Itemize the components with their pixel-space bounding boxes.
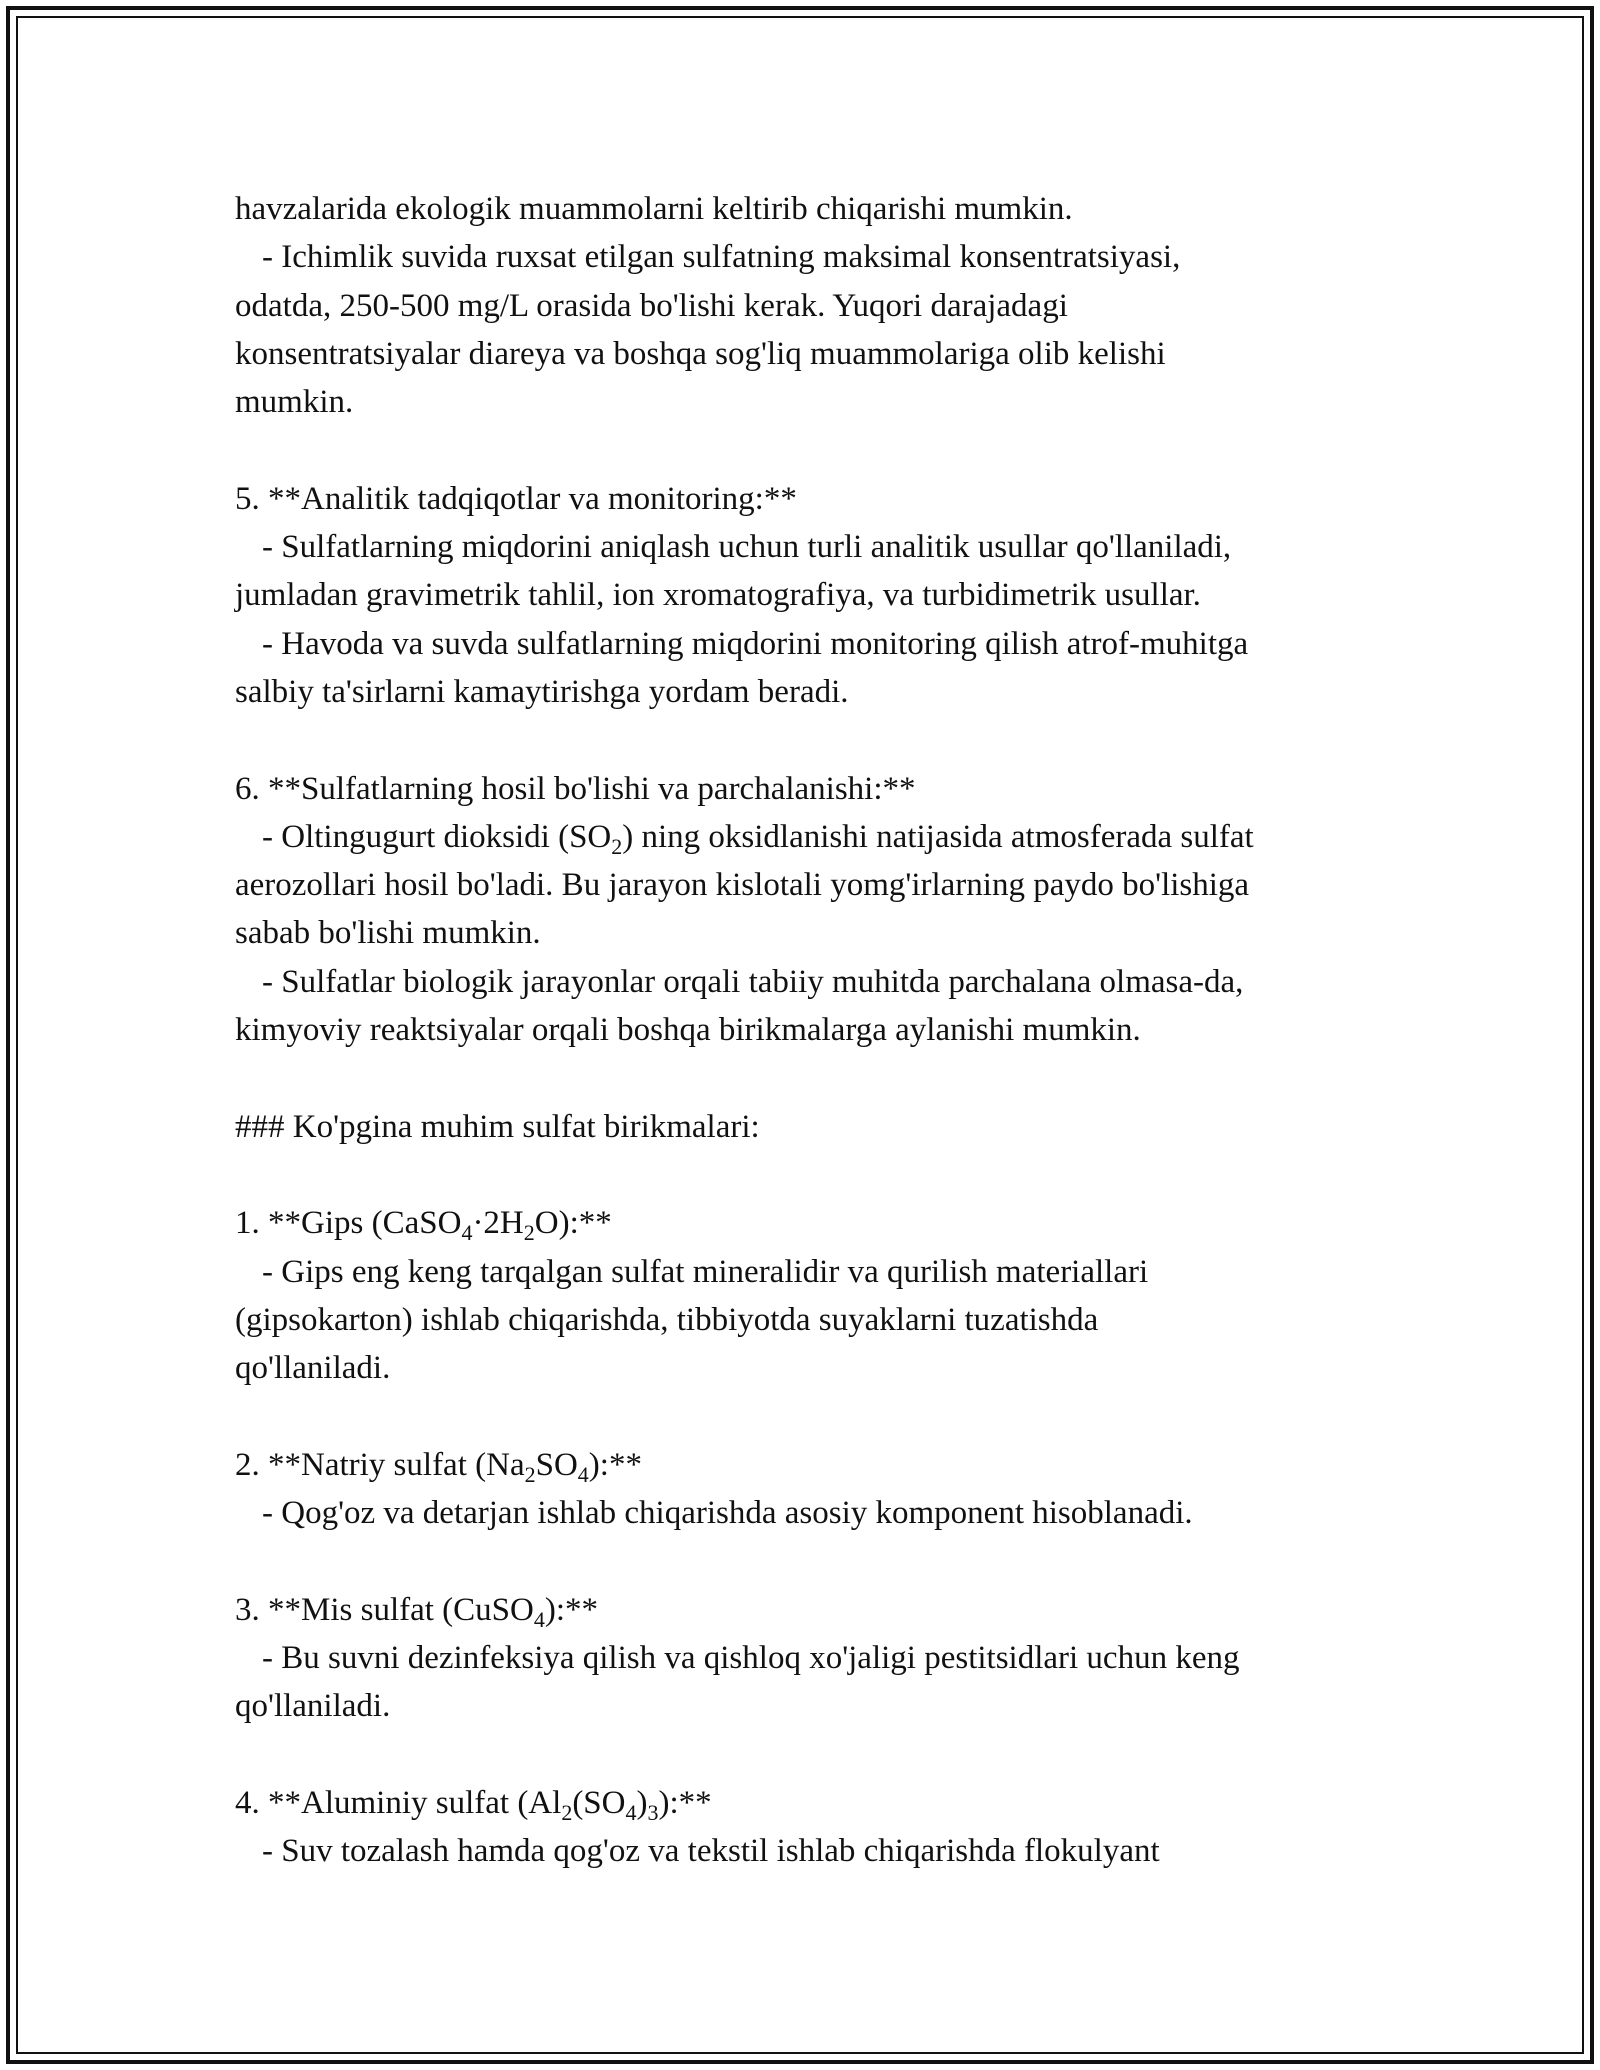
text-line: havzalarida ekologik muammolarni keltirib chiqarishi mumkin. [235, 191, 1073, 227]
text-segment: (SO [572, 1784, 626, 1821]
text-line: sabab bo'lishi mumkin. [235, 915, 541, 952]
bullet-line: - Gips eng keng tarqalgan sulfat mineralidir va qurilish materiallari [262, 1253, 1149, 1290]
subscript: 2 [611, 833, 623, 859]
compound-heading-natriy-sulfat [235, 1441, 1415, 1489]
paragraph-gap [235, 1731, 1415, 1779]
text-line: aerozollari hosil bo'ladi. Bu jarayon kislotali yomg'irlarning paydo bo'lishiga [235, 867, 1250, 904]
text-segment: 2. **Natriy sulfat (Na [235, 1446, 525, 1483]
subscript: 3 [647, 1799, 659, 1825]
bullet-line: - Sulfatlar biologik jarayonlar orqali tabiiy muhitda parchalana olmasa-da, [262, 963, 1244, 1000]
paragraph-gap [235, 716, 1415, 764]
text-segment: - Oltingugurt dioksidi (SO [262, 818, 612, 855]
bullet-line: - Ichimlik suvida ruxsat etilgan sulfatning maksimal konsentratsiyasi, [262, 239, 1181, 276]
subscript: 4 [625, 1799, 637, 1825]
paragraph-gap [235, 1537, 1415, 1585]
text-segment: ) ning oksidlanishi natijasida atmosferada sulfat [622, 818, 1254, 855]
text-line: mumkin. [235, 384, 354, 421]
paragraph-gap [235, 426, 1415, 474]
section-heading: 6. **Sulfatlarning hosil bo'lishi va parchalanishi:** [235, 770, 916, 807]
bullet-line [235, 813, 1415, 861]
text-line: jumladan gravimetrik tahlil, ion xromatografiya, va turbidimetrik usullar. [235, 577, 1201, 614]
compound-heading-mis-sulfat [235, 1586, 1415, 1634]
text-line: konsentratsiyalar diareya va boshqa sog'liq muammolariga olib kelishi [235, 335, 1166, 372]
text-line: qo'llaniladi. [235, 1350, 391, 1387]
subscript: 4 [533, 1606, 545, 1632]
subscript: 2 [561, 1799, 573, 1825]
text-line: salbiy ta'sirlarni kamaytirishga yordam beradi. [235, 673, 849, 710]
text-line: qo'llaniladi. [235, 1688, 391, 1725]
bullet-line: - Qog'oz va detarjan ishlab chiqarishda asosiy komponent hisoblanadi. [262, 1495, 1193, 1532]
text-line: kimyoviy reaktsiyalar orqali boshqa birikmalarga aylanishi mumkin. [235, 1012, 1141, 1049]
compound-heading-gips [235, 1199, 1415, 1247]
paragraph-gap [235, 1151, 1415, 1199]
paragraph-gap [235, 1054, 1415, 1102]
text-line: (gipsokarton) ishlab chiqarishda, tibbiyotda suyaklarni tuzatishda [235, 1301, 1099, 1338]
text-segment: ):** [588, 1446, 642, 1483]
bullet-line: - Suv tozalash hamda qog'oz va tekstil ishlab chiqarishda flokulyant [262, 1833, 1160, 1870]
document-body [235, 185, 1415, 1875]
text-segment: ) [636, 1784, 648, 1821]
text-segment: ·2H [472, 1205, 524, 1242]
subscript: 4 [461, 1220, 473, 1246]
paragraph-gap [235, 1392, 1415, 1440]
text-segment: 4. **Aluminiy sulfat (Al [235, 1784, 562, 1821]
subscript: 2 [524, 1461, 536, 1487]
text-segment: 3. **Mis sulfat (CuSO [235, 1591, 534, 1628]
subscript: 4 [577, 1461, 589, 1487]
text-line: odatda, 250-500 mg/L orasida bo'lishi kerak. Yuqori darajadagi [235, 287, 1068, 324]
text-segment: SO [535, 1446, 578, 1483]
bullet-line: - Havoda va suvda sulfatlarning miqdorini monitoring qilish atrof-muhitga [262, 625, 1249, 662]
section-heading: 5. **Analitik tadqiqotlar va monitoring:** [235, 480, 797, 517]
bullet-line: - Bu suvni dezinfeksiya qilish va qishloq xo'jaligi pestitsidlari uchun keng [262, 1639, 1240, 1676]
text-segment: 1. **Gips (CaSO [235, 1205, 462, 1242]
text-segment: ):** [658, 1784, 712, 1821]
text-segment: ):** [544, 1591, 599, 1628]
compounds-heading: ### Ko'pgina muhim sulfat birikmalari: [235, 1108, 760, 1145]
text-segment: O):** [534, 1205, 612, 1242]
bullet-line: - Sulfatlarning miqdorini aniqlash uchun turli analitik usullar qo'llaniladi, [262, 529, 1232, 566]
compound-heading-aluminiy-sulfat [235, 1779, 1415, 1827]
subscript: 2 [523, 1220, 535, 1246]
